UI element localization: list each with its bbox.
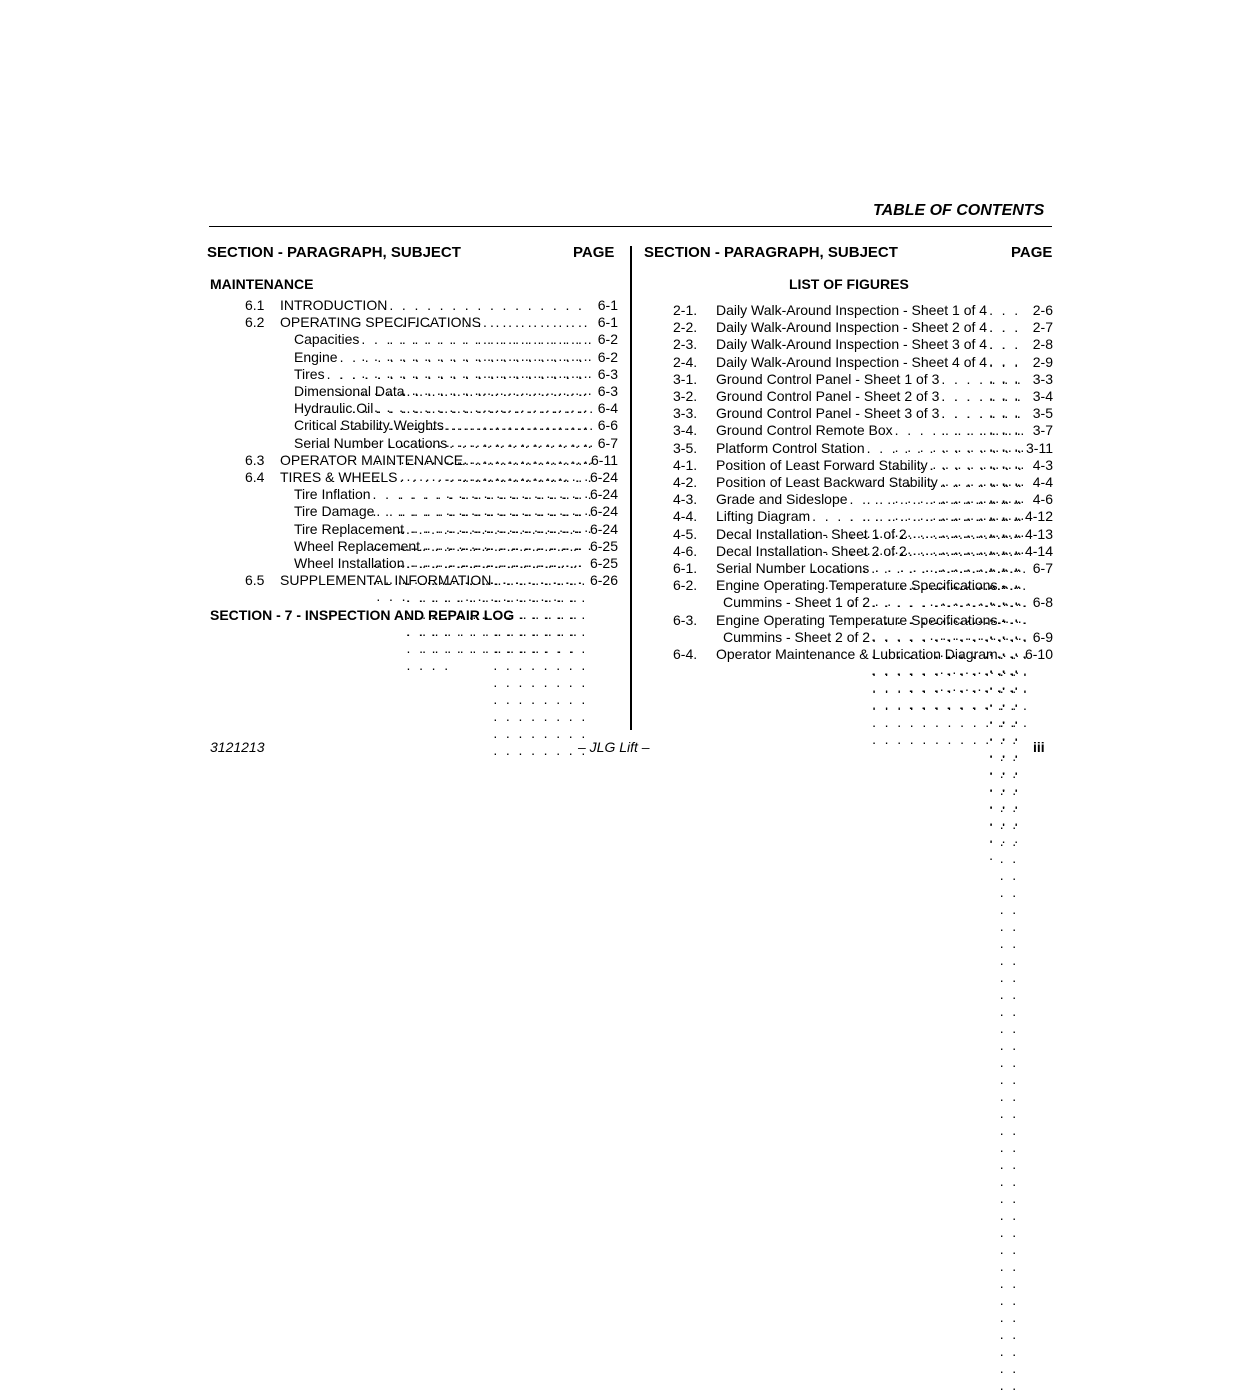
figure-entry bbox=[673, 440, 1053, 457]
figure-entry bbox=[673, 319, 1053, 336]
entry-number: 2-4. bbox=[673, 353, 698, 370]
entry-page: 6-2 bbox=[597, 348, 618, 365]
entry-label: Grade and Sideslope bbox=[716, 491, 848, 508]
entry-label: OPERATING SPECIFICATIONS bbox=[280, 314, 481, 331]
figure-entry bbox=[673, 371, 1053, 388]
figure-entry bbox=[673, 543, 1053, 560]
entry-number: 6.5 bbox=[245, 572, 265, 589]
toc-entry bbox=[294, 349, 618, 366]
entry-label: Decal Installation- Sheet 2 of 2 bbox=[716, 542, 907, 559]
entry-number: 4-2. bbox=[673, 474, 698, 490]
entry-page: 3-3 bbox=[1032, 370, 1053, 387]
page-number: iii bbox=[1033, 739, 1045, 755]
entry-page: 4-3 bbox=[1032, 456, 1053, 473]
right-subject-header: SECTION - PARAGRAPH, SUBJECT bbox=[644, 244, 898, 261]
entry-page: 6-3 bbox=[597, 365, 618, 382]
toc-entry bbox=[294, 555, 618, 572]
entry-page: 6-6 bbox=[597, 417, 618, 434]
figure-entry bbox=[673, 405, 1053, 422]
entry-label: Daily Walk-Around Inspection - Sheet 2 of 4 bbox=[716, 319, 988, 336]
entry-label: Cummins - Sheet 1 of 2 bbox=[723, 594, 871, 611]
entry-label: Daily Walk-Around Inspection - Sheet 1 of 4 bbox=[716, 302, 988, 318]
toc-entry bbox=[294, 331, 618, 348]
entry-label: Hydraulic Oil bbox=[294, 400, 374, 417]
dot-leader bbox=[1000, 646, 1023, 1394]
entry-label: Cummins - Sheet 2 of 2 bbox=[723, 628, 871, 645]
entry-label: INTRODUCTION bbox=[280, 297, 388, 313]
entry-page: 6-24 bbox=[589, 469, 618, 485]
toc-entry bbox=[245, 297, 618, 314]
toc-entry bbox=[294, 366, 618, 383]
entry-number: 6.1 bbox=[245, 297, 265, 313]
entry-number: 6.3 bbox=[245, 451, 265, 468]
right-page-header: PAGE bbox=[1011, 244, 1053, 261]
figure-entry bbox=[673, 526, 1053, 543]
page-title: TABLE OF CONTENTS bbox=[873, 202, 1045, 219]
figure-entry bbox=[673, 336, 1053, 353]
entry-number: 6-1. bbox=[673, 560, 698, 576]
entry-number: 4-6. bbox=[673, 542, 698, 559]
toc-entry bbox=[294, 383, 618, 400]
dot-leader bbox=[493, 572, 588, 759]
figure-entry bbox=[723, 594, 1053, 611]
toc-entry bbox=[294, 486, 618, 503]
entry-page: 4-14 bbox=[1024, 542, 1053, 559]
entry-page: 3-7 bbox=[1032, 422, 1053, 439]
entry-label: Engine bbox=[294, 348, 338, 365]
entry-label: TIRES & WHEELS bbox=[280, 469, 398, 485]
maintenance-heading: MAINTENANCE bbox=[210, 276, 314, 292]
entry-page: 6-4 bbox=[597, 400, 618, 417]
entry-number: 4-3. bbox=[673, 491, 698, 508]
entry-page: 6-3 bbox=[597, 383, 618, 399]
figure-entry bbox=[673, 560, 1053, 577]
entry-number: 4-1. bbox=[673, 456, 698, 473]
entry-number: 2-2. bbox=[673, 319, 698, 336]
entry-label: Daily Walk-Around Inspection - Sheet 4 of 4 bbox=[716, 353, 988, 370]
entry-number: 6-3. bbox=[673, 611, 698, 628]
figure-entry bbox=[673, 302, 1053, 319]
figure-entry bbox=[673, 388, 1053, 405]
entry-number: 2-3. bbox=[673, 336, 698, 353]
entry-page: 6-9 bbox=[1032, 628, 1053, 645]
figure-entry bbox=[673, 646, 1053, 663]
entry-page: 6-24 bbox=[589, 486, 618, 503]
toc-entry bbox=[245, 314, 618, 331]
footer-brand: – JLG Lift – bbox=[578, 739, 650, 755]
entry-number: 3-2. bbox=[673, 388, 698, 404]
entry-label: OPERATOR MAINTENANCE bbox=[280, 451, 464, 468]
entry-number: 4-4. bbox=[673, 508, 698, 525]
entry-label: Lifting Diagram bbox=[716, 508, 811, 525]
figure-entry bbox=[723, 629, 1053, 646]
entry-label: Wheel Replacement bbox=[294, 537, 421, 554]
entry-label: Decal Installation- Sheet 1 of 2 bbox=[716, 525, 907, 542]
toc-entry bbox=[294, 400, 618, 417]
entry-label: Engine Operating Temperature Specifications - bbox=[716, 611, 1007, 628]
entry-number: 3-4. bbox=[673, 422, 698, 439]
entry-label: Ground Control Remote Box bbox=[716, 422, 893, 439]
entry-page: 6-7 bbox=[1032, 560, 1053, 576]
toc-entry bbox=[294, 538, 618, 555]
entry-page: 6-7 bbox=[597, 434, 618, 451]
header-rule bbox=[209, 226, 1052, 227]
toc-entry bbox=[245, 469, 618, 486]
toc-entry bbox=[294, 417, 618, 434]
entry-page: 3-4 bbox=[1032, 388, 1053, 404]
entry-page: 4-6 bbox=[1032, 491, 1053, 508]
entry-label: Dimensional Data bbox=[294, 383, 405, 399]
figure-entry bbox=[673, 474, 1053, 491]
section7-heading: SECTION - 7 - INSPECTION AND REPAIR LOG bbox=[210, 607, 515, 623]
entry-page: 2-8 bbox=[1032, 336, 1053, 353]
entry-label: Capacities bbox=[294, 331, 360, 348]
entry-label: Daily Walk-Around Inspection - Sheet 3 of 4 bbox=[716, 336, 988, 353]
entry-page: 6-2 bbox=[597, 331, 618, 348]
toc-entry bbox=[245, 452, 618, 469]
entry-label: Ground Control Panel - Sheet 1 of 3 bbox=[716, 370, 940, 387]
entry-page: 3-5 bbox=[1032, 405, 1053, 422]
left-subject-header: SECTION - PARAGRAPH, SUBJECT bbox=[207, 244, 461, 261]
column-divider bbox=[630, 246, 632, 730]
entry-page: 2-7 bbox=[1032, 319, 1053, 336]
figure-entry bbox=[673, 577, 1053, 594]
document-number: 3121213 bbox=[210, 739, 265, 755]
entry-label: Tire Damage bbox=[294, 503, 375, 520]
entry-page: 6-25 bbox=[589, 555, 618, 571]
toc-entry bbox=[294, 521, 618, 538]
entry-number: 3-5. bbox=[673, 439, 698, 456]
entry-page: 6-10 bbox=[1024, 646, 1053, 662]
entry-number: 4-5. bbox=[673, 525, 698, 542]
entry-label: SUPPLEMENTAL INFORMATION bbox=[280, 572, 492, 589]
entry-label: Critical Stability Weights bbox=[294, 417, 444, 434]
entry-label: Ground Control Panel - Sheet 2 of 3 bbox=[716, 388, 940, 404]
entry-number: 2-1. bbox=[673, 302, 698, 318]
entry-label: Tires bbox=[294, 365, 325, 382]
entry-label: Tire Replacement bbox=[294, 520, 404, 537]
entry-page: 4-12 bbox=[1024, 508, 1053, 525]
toc-entry bbox=[294, 503, 618, 520]
entry-label: Operator Maintenance & Lubrication Diagram bbox=[716, 646, 998, 662]
entry-page: 3-11 bbox=[1026, 439, 1053, 456]
entry-page: 6-24 bbox=[589, 520, 618, 537]
entry-number: 3-3. bbox=[673, 405, 698, 422]
figure-entry bbox=[673, 354, 1053, 371]
figure-entry bbox=[673, 457, 1053, 474]
entry-number: 6.2 bbox=[245, 314, 265, 331]
entry-page: 6-24 bbox=[589, 503, 618, 520]
figure-entry bbox=[673, 508, 1053, 525]
entry-page: 4-4 bbox=[1032, 474, 1053, 490]
entry-page: 6-1 bbox=[597, 314, 618, 331]
entry-label: Wheel Installation bbox=[294, 555, 405, 571]
toc-entry bbox=[294, 435, 618, 452]
entry-label: Position of Least Backward Stability bbox=[716, 474, 938, 490]
entry-label: Ground Control Panel - Sheet 3 of 3 bbox=[716, 405, 940, 422]
entry-label: Tire Inflation bbox=[294, 486, 371, 503]
entry-page: 6-26 bbox=[589, 572, 618, 589]
entry-page: 6-1 bbox=[597, 297, 618, 313]
entry-page: 2-6 bbox=[1032, 302, 1053, 318]
entry-label: Serial Number Locations bbox=[716, 560, 870, 576]
entry-label: Position of Least Forward Stability bbox=[716, 456, 928, 473]
left-page-header: PAGE bbox=[573, 244, 615, 261]
entry-number: 6.4 bbox=[245, 469, 265, 485]
entry-page: 2-9 bbox=[1032, 353, 1053, 370]
entry-page: 6-25 bbox=[589, 537, 618, 554]
list-of-figures-heading: LIST OF FIGURES bbox=[789, 276, 909, 292]
figure-entry bbox=[673, 491, 1053, 508]
entry-number: 3-1. bbox=[673, 370, 698, 387]
entry-label: Engine Operating Temperature Specifications - bbox=[716, 577, 1007, 594]
entry-label: Platform Control Station bbox=[716, 439, 865, 456]
figure-entry bbox=[673, 612, 1053, 629]
figure-entry bbox=[673, 422, 1053, 439]
entry-page: 6-8 bbox=[1032, 594, 1053, 611]
entry-label: Serial Number Locations bbox=[294, 434, 448, 451]
toc-entry bbox=[245, 572, 618, 589]
entry-page: 4-13 bbox=[1024, 525, 1053, 542]
entry-page: 6-11 bbox=[591, 451, 618, 468]
entry-number: 6-4. bbox=[673, 646, 698, 662]
entry-number: 6-2. bbox=[673, 577, 698, 594]
